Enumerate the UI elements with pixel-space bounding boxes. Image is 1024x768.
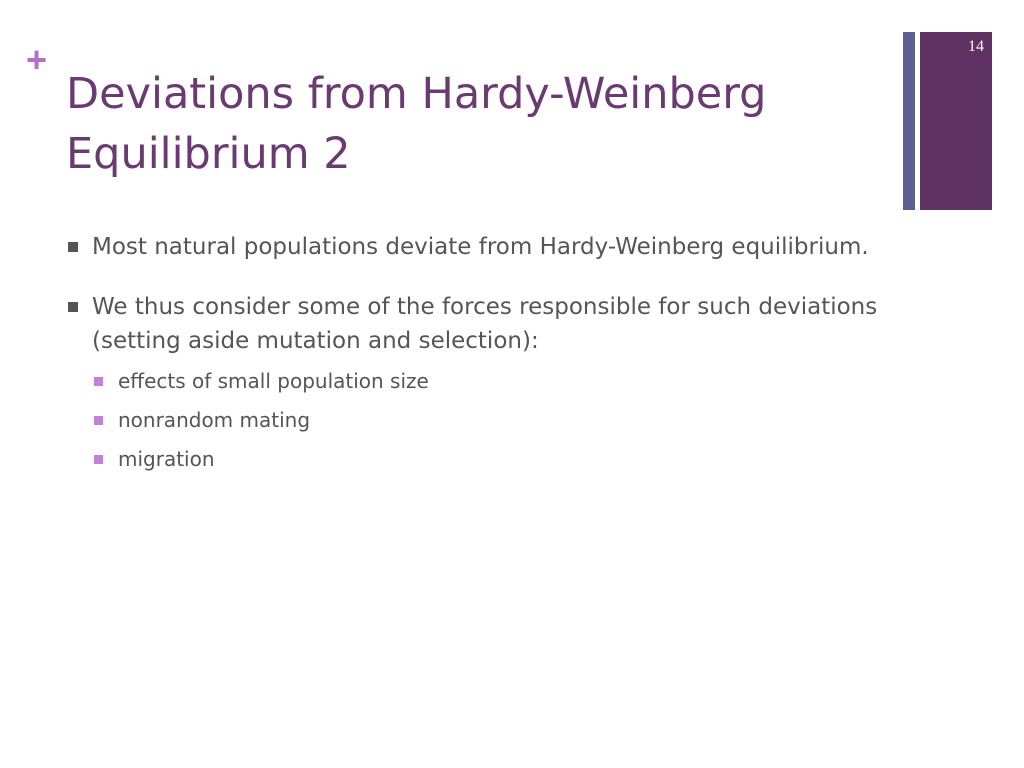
bullet-text: Most natural populations deviate from Hardy-Weinberg equilibrium. (92, 234, 869, 260)
slide-title: Deviations from Hardy-Weinberg Equilibrium 2 (66, 69, 767, 179)
square-bullet-icon (94, 416, 103, 425)
accent-bar-wide (920, 32, 992, 210)
sub-bullet-item (92, 405, 886, 435)
square-bullet-icon (68, 242, 78, 252)
accent-bar-thin (903, 32, 915, 210)
bullet-text: We thus consider some of the forces responsible for such deviations (setting aside mutation and selection): (92, 294, 878, 354)
bullet-list (66, 230, 886, 500)
sub-bullet-text: nonrandom mating (118, 408, 311, 432)
square-bullet-icon (94, 377, 103, 386)
square-bullet-icon (68, 302, 78, 312)
sub-bullet-text: migration (118, 447, 215, 471)
plus-icon: + (26, 39, 48, 80)
sub-bullet-list (92, 366, 886, 474)
sub-bullet-text: effects of small population size (118, 369, 429, 393)
square-bullet-icon (94, 455, 103, 464)
bullet-item (66, 290, 886, 474)
page-number: 14 (968, 38, 984, 55)
sub-bullet-item (92, 366, 886, 396)
sub-bullet-item (92, 444, 886, 474)
bullet-item (66, 230, 886, 264)
